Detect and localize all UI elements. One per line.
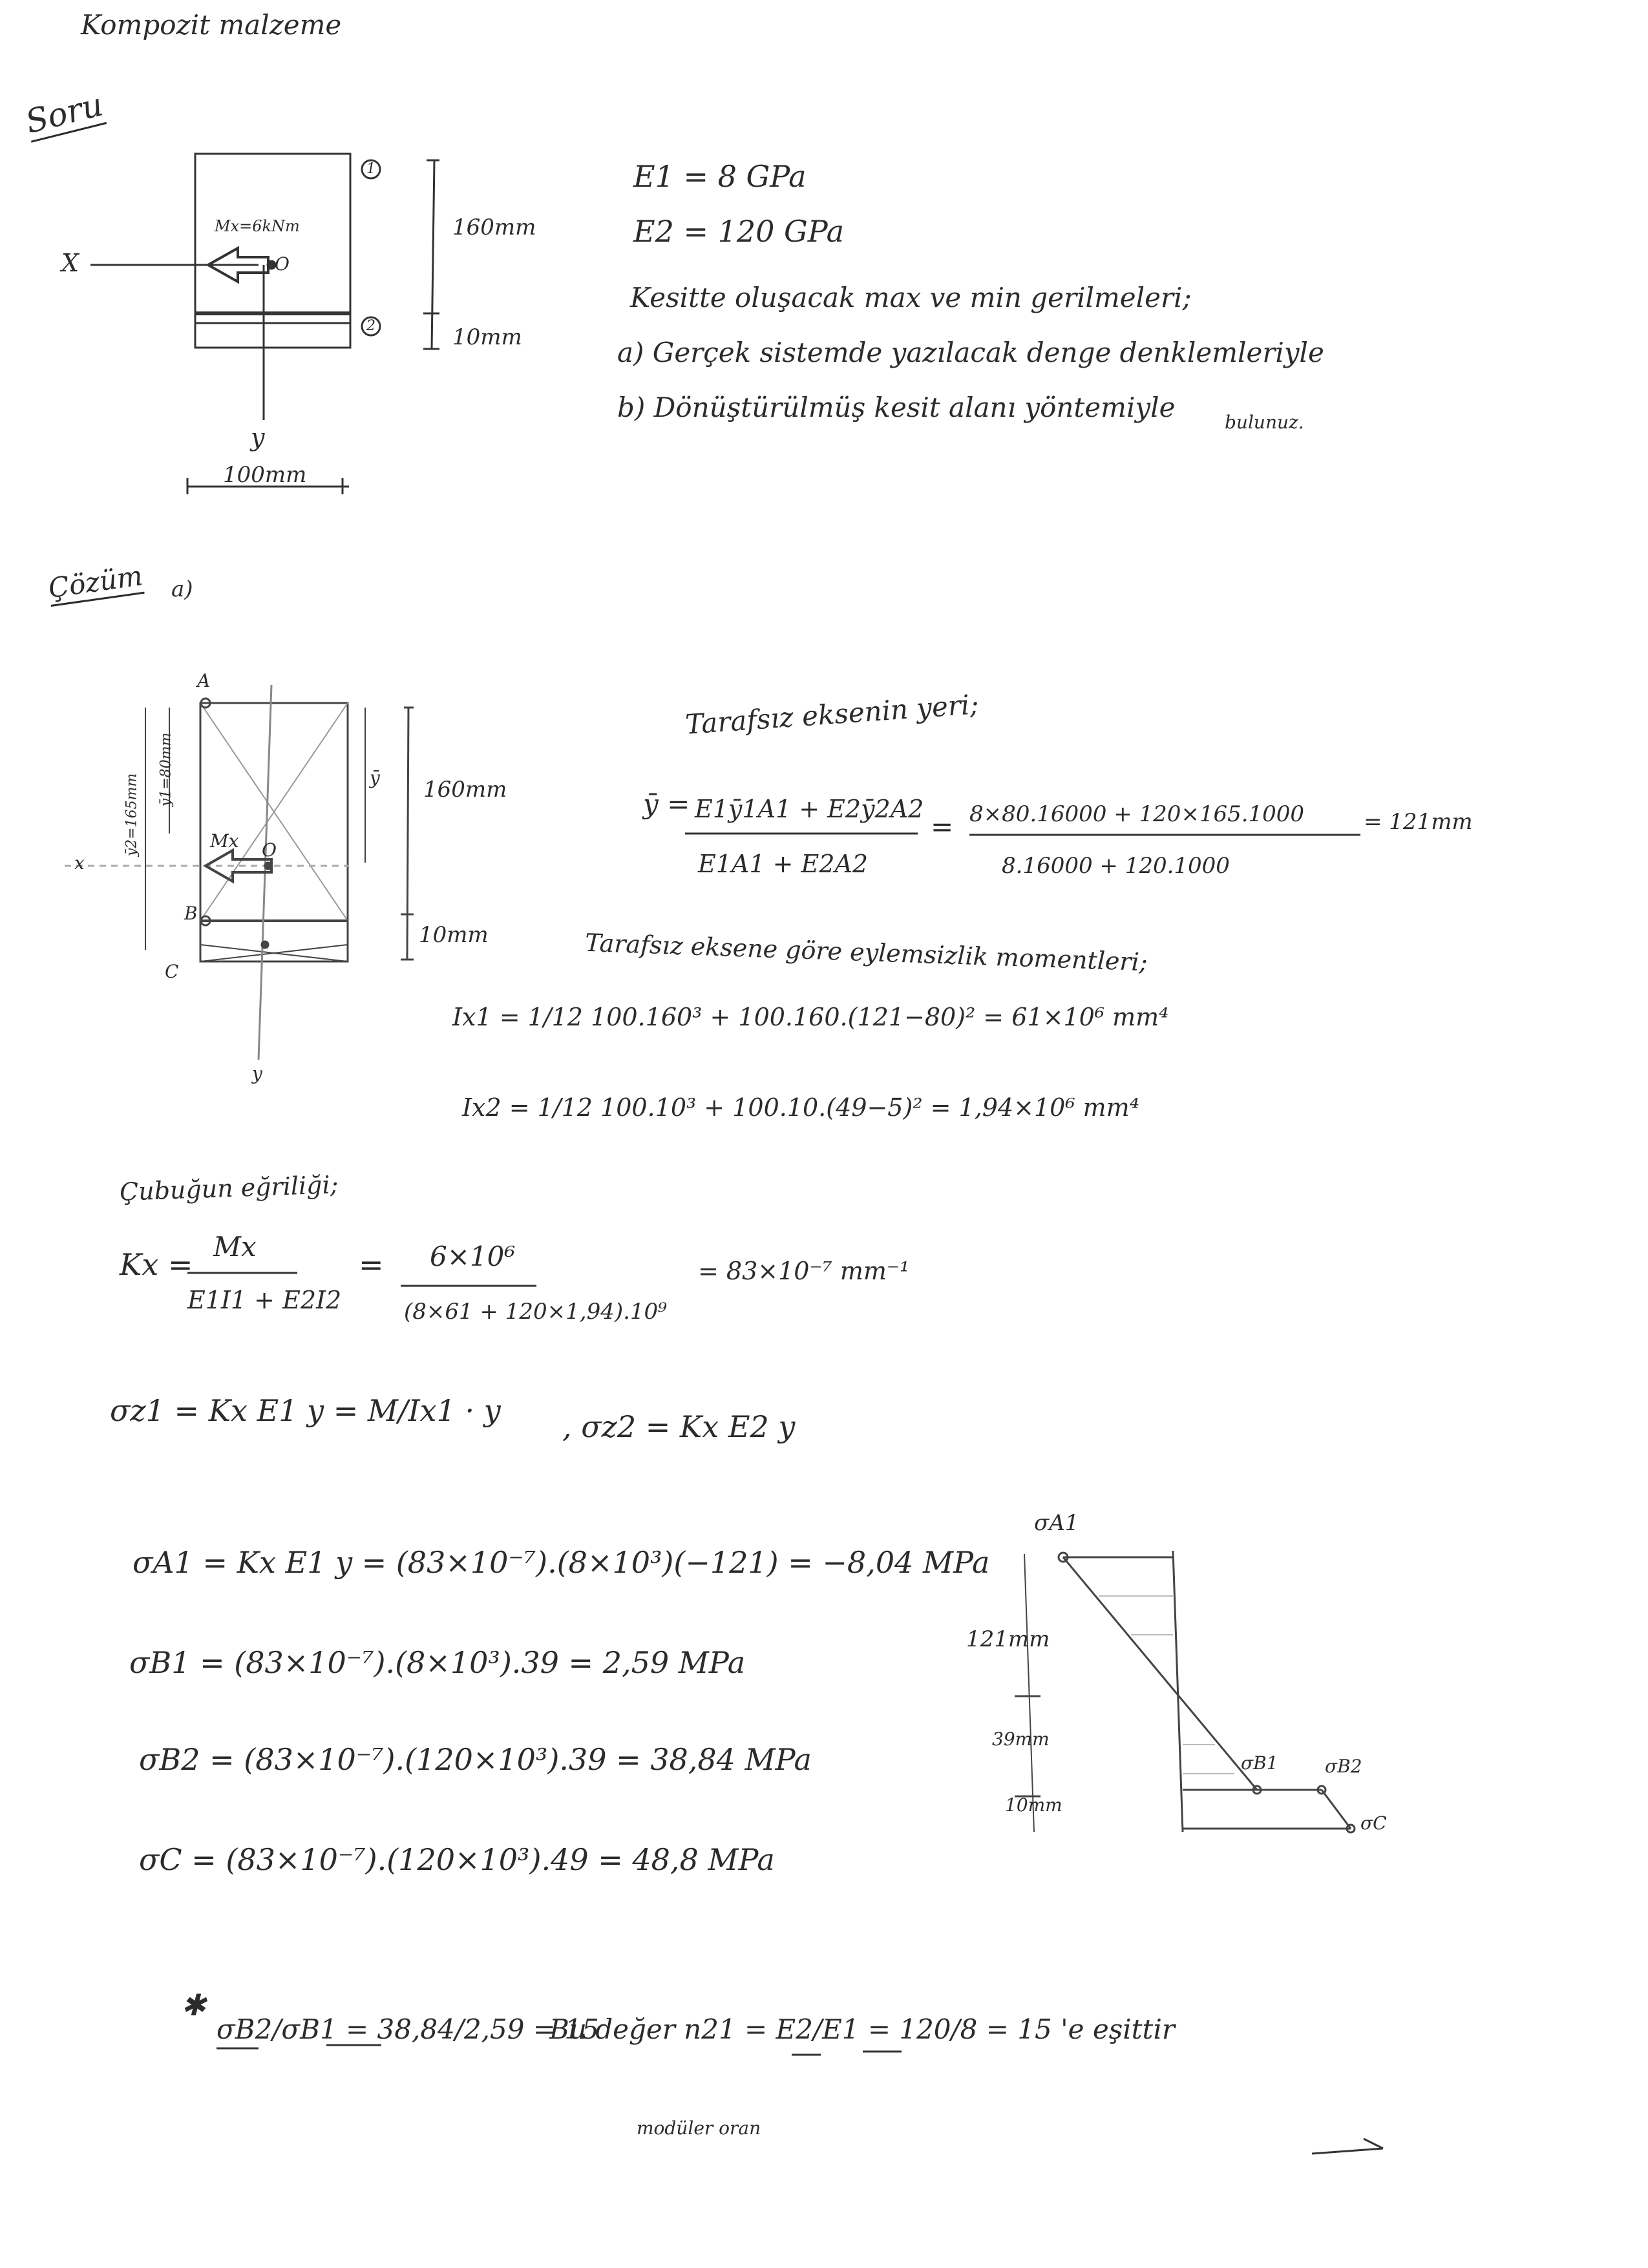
stress-fig-121: 121mm	[966, 1626, 1050, 1652]
x-axis-label: X	[61, 249, 79, 277]
sigma-b1: σB1 = (83×10⁻⁷).(8×10³).39 = 2,59 MPa	[129, 1645, 746, 1680]
sigma-z1-formula: σz1 = Kx E1 y = M/Ix1 · y	[110, 1393, 501, 1428]
ybar-denominator-values: 8.16000 + 120.1000	[1002, 853, 1230, 879]
fig-label-c: C	[165, 961, 179, 982]
fig-dim-10: 10mm	[419, 922, 489, 948]
fig-label-a: A	[197, 670, 211, 691]
dim-160-label: 160mm	[452, 215, 536, 240]
stress-fig-sc: σC	[1360, 1812, 1387, 1834]
part-b-text: b) Dönüştürülmüş kesit alanı yöntemiyle	[617, 392, 1176, 423]
sigma-c: σC = (83×10⁻⁷).(120×10³).49 = 48,8 MPa	[139, 1842, 775, 1877]
stress-distribution-figure	[1015, 1551, 1355, 1832]
ybar-lhs: ȳ =	[643, 788, 690, 820]
ybar-equals: =	[931, 811, 954, 843]
stress-fig-10: 10mm	[1005, 1794, 1062, 1816]
inertia-ix1: Ix1 = 1/12 100.160³ + 100.160.(121−80)² = 61×10⁶ mm⁴	[452, 1003, 1169, 1031]
sigma-a1: σA1 = Kx E1 y = (83×10⁻⁷).(8×10³)(−121) = −8,04 MPa	[132, 1545, 990, 1580]
modular-ratio-note: modüler oran	[637, 2117, 761, 2139]
dim-10-label: 10mm	[452, 324, 522, 350]
curvature-title: Çubuğun eğriliği;	[119, 1170, 339, 1206]
origin-label: O	[275, 253, 290, 275]
cozum-part-a: a)	[171, 576, 193, 602]
fig-label-mx: Mx	[210, 830, 239, 852]
part-a-text: a) Gerçek sistemde yazılacak denge denklemleriyle	[617, 337, 1324, 368]
kx-denominator: E1I1 + E2I2	[187, 1286, 342, 1314]
layer-1-label: 1	[366, 161, 375, 177]
fig-dim-160: 160mm	[423, 777, 507, 803]
ybar-numerator-values: 8×80.16000 + 120×165.1000	[969, 801, 1305, 827]
ybar-result: = 121mm	[1364, 809, 1473, 835]
stress-fig-sb2: σB2	[1325, 1756, 1362, 1777]
ratio-expression: σB2/σB1 = 38,84/2,59 = 15	[217, 2013, 599, 2045]
kx-numerator-values: 6×10⁶	[430, 1241, 516, 1272]
fig-label-o: O	[262, 839, 277, 861]
problem-cross-section	[90, 154, 439, 494]
ybar-numerator: E1ȳ1A1 + E2ȳ2A2	[695, 795, 924, 823]
fig-label-ybar: ȳ	[370, 767, 380, 788]
soru-heading: Soru	[23, 88, 107, 142]
kx-equals: =	[359, 1247, 384, 1282]
fig-label-b: B	[184, 903, 198, 924]
stress-fig-sb1: σB1	[1241, 1752, 1278, 1774]
ybar-denominator: E1A1 + E2A2	[698, 850, 869, 878]
fig-label-x: x	[74, 852, 85, 874]
sigma-b2: σB2 = (83×10⁻⁷).(120×10³).39 = 38,84 MPa	[139, 1742, 812, 1777]
ratio-marker: ✱	[181, 1988, 206, 2022]
bulunuz-text: bulunuz.	[1225, 412, 1304, 433]
stress-fig-sa1: σA1	[1034, 1510, 1079, 1536]
sigma-z2-formula: , σz2 = Kx E2 y	[562, 1409, 796, 1444]
solution-cross-section	[65, 685, 414, 1060]
e1-value: E1 = 8 GPa	[633, 159, 807, 194]
layer-2-label: 2	[366, 318, 375, 334]
fig-label-y2: ȳ2=165mm	[123, 773, 140, 857]
fig-label-y: y	[252, 1063, 262, 1084]
cozum-heading: Çözüm	[47, 562, 145, 607]
kx-result: = 83×10⁻⁷ mm⁻¹	[698, 1257, 910, 1285]
e2-value: E2 = 120 GPa	[633, 214, 845, 249]
inertia-title: Tarafsız eksene göre eylemsizlik momentleri;	[584, 928, 1148, 977]
fig-label-y1: ȳ1=80mm	[158, 732, 174, 807]
kx-lhs: Kx =	[120, 1247, 193, 1282]
task-text: Kesitte oluşacak max ve min gerilmeleri;	[630, 282, 1192, 313]
neutral-axis-title: Tarafsız eksenin yeri;	[684, 688, 980, 740]
kx-numerator: Mx	[213, 1231, 257, 1263]
kx-denominator-values: (8×61 + 120×1,94).10⁹	[404, 1299, 667, 1325]
moment-label: Mx=6kNm	[215, 217, 300, 235]
stress-fig-39: 39mm	[992, 1728, 1050, 1750]
y-axis-label: y	[251, 423, 265, 452]
page-title: Kompozit malzeme	[81, 9, 342, 41]
dim-width-label: 100mm	[223, 462, 307, 488]
ratio-explanation: Bu değer n21 = E2/E1 = 120/8 = 15 'e eşittir	[549, 2013, 1175, 2045]
fraction-bars	[187, 830, 1383, 2154]
inertia-ix2: Ix2 = 1/12 100.10³ + 100.10.(49−5)² = 1,94×10⁶ mm⁴	[462, 1093, 1139, 1122]
